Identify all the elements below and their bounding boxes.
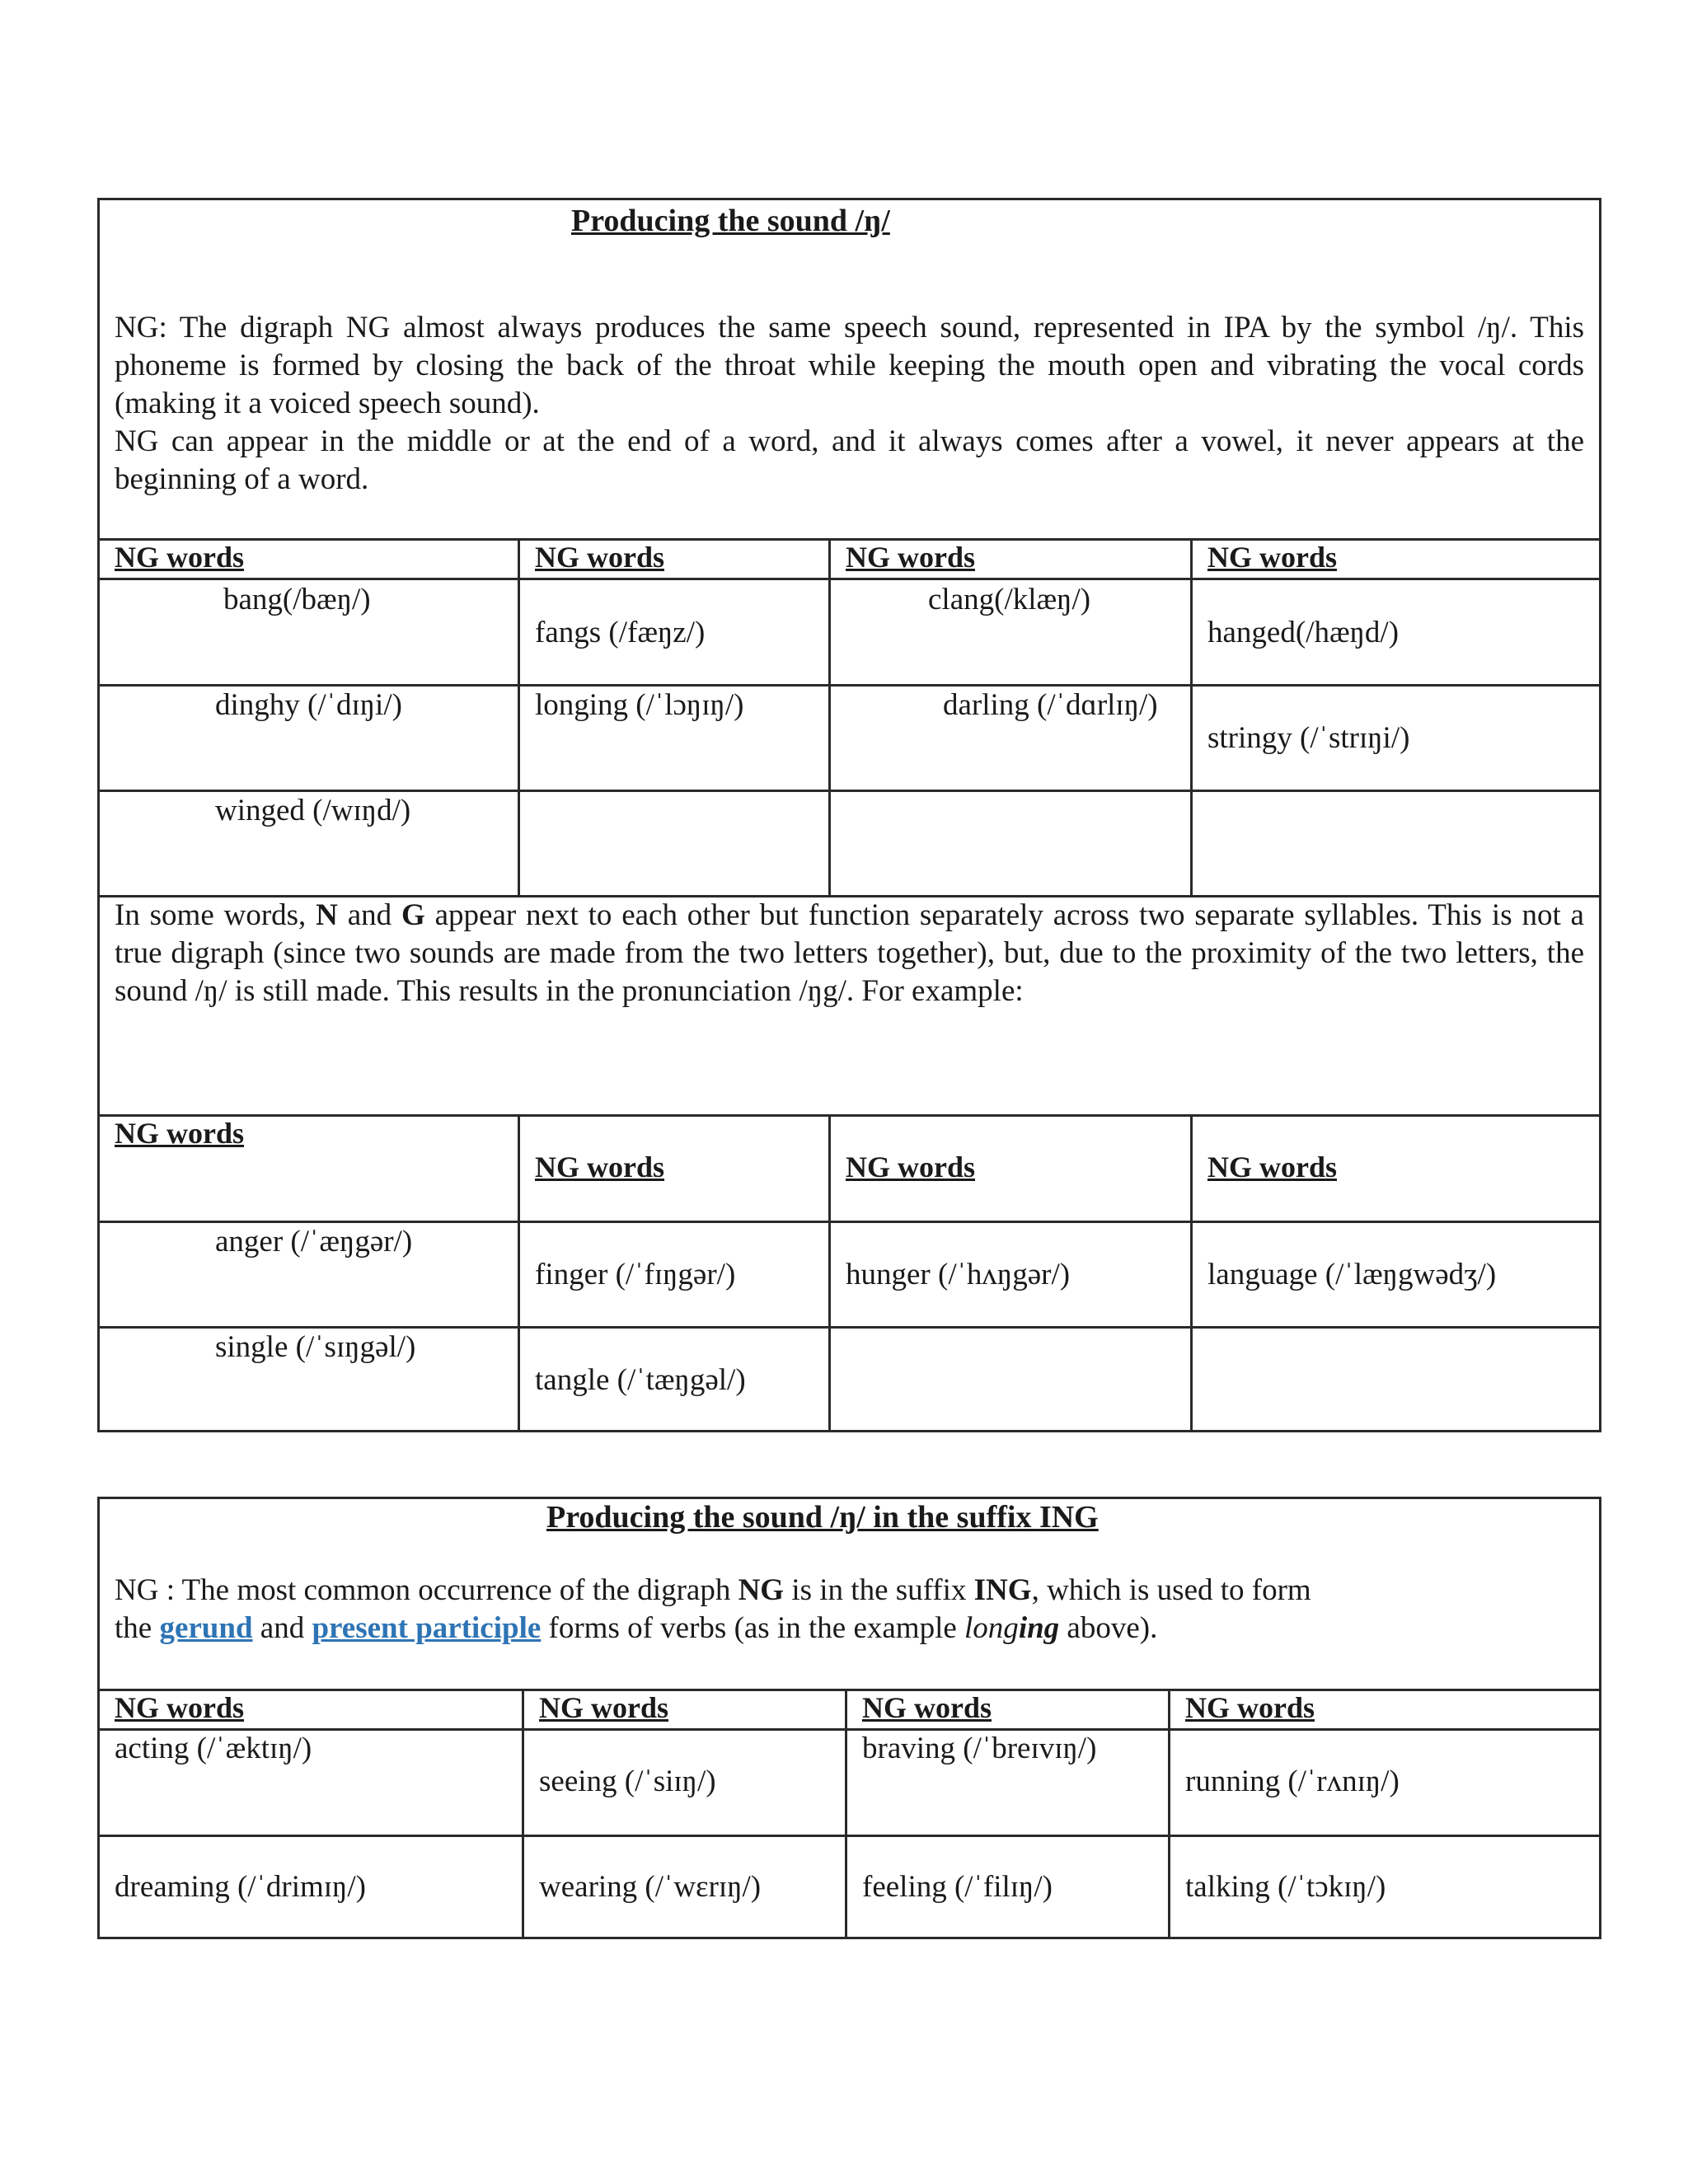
word-cell: darling (/ˈdɑrlɪŋ/) xyxy=(943,688,1158,722)
word-cell: winged (/wɪŋd/) xyxy=(215,794,411,827)
ing-text: , which is used to form xyxy=(1031,1573,1311,1607)
ing-text: and xyxy=(252,1611,312,1645)
ing-paragraph xyxy=(115,1572,1584,1647)
present-participle-link[interactable]: present participle xyxy=(312,1611,542,1645)
column-header: NG words xyxy=(535,541,665,574)
word-cell: finger (/ˈfɪŋgər/) xyxy=(535,1258,736,1291)
gerund-link[interactable]: gerund xyxy=(159,1611,253,1645)
note-text: appear next to each other but function separately across two separate syllables. This is not a true digraph (since two sounds are made from the two letters together), but, due to the proximity of the two letters, the sound /ŋ/ is still made. This results in the pronunciation /ŋg/. For example: xyxy=(115,898,1584,1008)
note-paragraph xyxy=(115,897,1584,1010)
word-cell: anger (/ˈæŋgər/) xyxy=(215,1225,413,1258)
column-header: NG words xyxy=(115,1117,245,1150)
word-cell: longing (/ˈlɔŋɪŋ/) xyxy=(535,688,744,722)
column-header: NG words xyxy=(1185,1691,1315,1724)
word-cell: seeing (/ˈsiɪŋ/) xyxy=(539,1765,716,1798)
column-header: NG words xyxy=(539,1691,669,1724)
ing-line-1 xyxy=(115,1572,1584,1610)
word-cell: single (/ˈsɪŋgəl/) xyxy=(215,1330,416,1364)
word-cell: hunger (/ˈhʌŋgər/) xyxy=(846,1258,1071,1291)
ing-text: forms of verbs (as in the example xyxy=(541,1611,965,1645)
column-header: NG words xyxy=(846,1151,976,1183)
column-header: NG words xyxy=(1207,1151,1338,1183)
word-cell: language (/ˈlæŋgwədʒ/) xyxy=(1207,1258,1497,1291)
word-cell: braving (/ˈbreɪvɪŋ/) xyxy=(862,1732,1097,1765)
section-title: Producing the sound /ŋ/ in the suffix ING xyxy=(546,1500,1099,1535)
word-cell: acting (/ˈæktɪŋ/) xyxy=(115,1732,312,1765)
ing-text: is in the suffix xyxy=(784,1573,974,1607)
example-word: long xyxy=(964,1611,1019,1645)
column-header: NG words xyxy=(115,541,245,574)
column-header: NG words xyxy=(862,1691,992,1724)
intro-text-1: NG: The digraph NG almost always produces the same speech sound, represented in IPA by the symbol /ŋ/. This phoneme is formed by closing the back of the throat while keeping the mouth open and vibrating the vocal cords (making it a voiced speech sound). xyxy=(115,311,1584,420)
ing-line-2 xyxy=(115,1610,1584,1647)
column-header: NG words xyxy=(846,541,976,574)
word-cell: hanged(/hæŋd/) xyxy=(1207,616,1400,649)
note-text: In some words, xyxy=(115,898,316,932)
word-cell: running (/ˈrʌnɪŋ/) xyxy=(1185,1765,1400,1798)
word-cell: stringy (/ˈstrɪŋi/) xyxy=(1207,721,1410,755)
ing-text: NG : The most common occurrence of the digraph xyxy=(115,1573,738,1607)
word-cell: bang(/bæŋ/) xyxy=(223,583,371,616)
column-header: NG words xyxy=(535,1151,665,1183)
column-header: NG words xyxy=(115,1691,245,1724)
word-cell: fangs (/fæŋz/) xyxy=(535,616,706,649)
ng-bold: NG xyxy=(738,1573,785,1607)
word-cell: dinghy (/ˈdɪŋi/) xyxy=(215,688,402,722)
word-cell: tangle (/ˈtæŋgəl/) xyxy=(535,1363,746,1397)
word-cell: feeling (/ˈfilɪŋ/) xyxy=(862,1870,1053,1904)
letter-n: N xyxy=(316,898,338,932)
ing-text: the xyxy=(115,1611,160,1645)
word-cell: dreaming (/ˈdrimɪŋ/) xyxy=(115,1870,366,1904)
word-cell: clang(/klæŋ/) xyxy=(928,583,1091,616)
ing-text: above). xyxy=(1059,1611,1158,1645)
ing-bold: ING xyxy=(973,1573,1032,1607)
intro-text-2: NG can appear in the middle or at the end of a word, and it always comes after a vowel, it never appears at the beginning of a word. xyxy=(115,424,1584,496)
note-text: and xyxy=(337,898,401,932)
column-header: NG words xyxy=(1207,541,1338,574)
section-title: Producing the sound /ŋ/ xyxy=(571,204,890,238)
example-suffix: ing xyxy=(1018,1611,1060,1645)
ng-sound-section xyxy=(97,198,1601,1432)
ing-suffix-section xyxy=(97,1497,1601,1939)
word-cell: talking (/ˈtɔkɪŋ/) xyxy=(1185,1870,1386,1904)
word-cell: wearing (/ˈwɛrɪŋ/) xyxy=(539,1870,762,1904)
intro-paragraph xyxy=(115,309,1584,499)
letter-g: G xyxy=(401,898,425,932)
